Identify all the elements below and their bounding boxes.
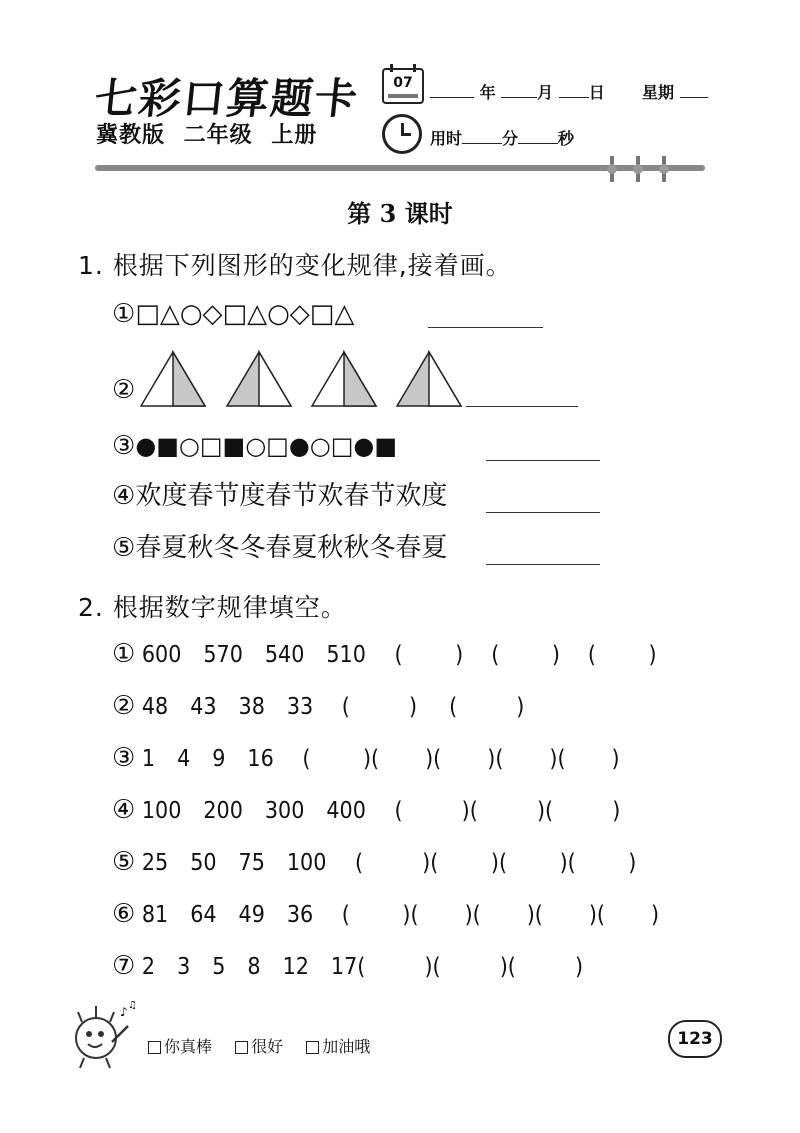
q2-row-4-marker: ④ bbox=[112, 795, 136, 825]
answer-blank[interactable]: ( ) bbox=[534, 902, 597, 928]
q2-row-2-number: 43 bbox=[190, 694, 217, 720]
q1-row-3-answer-line[interactable] bbox=[486, 460, 600, 461]
weekday-blank[interactable] bbox=[680, 81, 708, 98]
calendar-icon bbox=[382, 68, 424, 104]
time-used-label: 用时 bbox=[430, 129, 463, 148]
year-label: 年 bbox=[479, 83, 496, 102]
q2-row-2-number: 38 bbox=[238, 694, 265, 720]
calendar-icon-number: 07 bbox=[393, 75, 413, 91]
answer-blank[interactable]: ( ) bbox=[394, 642, 464, 668]
answer-blank[interactable]: ( ) bbox=[354, 850, 431, 876]
second-blank[interactable] bbox=[518, 127, 558, 144]
answer-blank[interactable]: ( ) bbox=[472, 902, 535, 928]
q2-row-5-number: 25 bbox=[141, 850, 169, 876]
answer-blank[interactable]: ( ) bbox=[567, 850, 637, 876]
time-fields bbox=[430, 126, 574, 149]
minute-label: 分 bbox=[502, 129, 519, 148]
month-blank[interactable] bbox=[501, 81, 537, 98]
q2-row-4-number: 100 bbox=[141, 798, 182, 824]
q2-row-3 bbox=[112, 740, 620, 776]
answer-blank[interactable]: ( ) bbox=[596, 902, 660, 928]
self-rating bbox=[148, 1034, 388, 1057]
rating-option-great[interactable] bbox=[148, 1037, 212, 1056]
answer-blank[interactable]: ( ) bbox=[371, 746, 434, 772]
q2-row-6-number: 81 bbox=[141, 902, 169, 928]
answer-blank[interactable]: ( ) bbox=[410, 902, 473, 928]
answer-blank[interactable]: ( ) bbox=[430, 850, 499, 876]
q1-row-2-answer-line[interactable] bbox=[466, 406, 578, 407]
q2-row-7-number: 12 bbox=[282, 954, 309, 980]
date-fields bbox=[430, 80, 708, 103]
lesson-title: 第 3 课时 bbox=[347, 199, 453, 228]
answer-blank[interactable]: ( ) bbox=[341, 902, 411, 928]
rating-label: 加油哦 bbox=[322, 1037, 371, 1056]
q2-row-6-number: 64 bbox=[190, 902, 217, 928]
q2-row-7-number: 2 bbox=[141, 954, 156, 980]
rating-option-good[interactable] bbox=[235, 1037, 283, 1056]
q2-row-2-marker: ② bbox=[112, 691, 136, 721]
rating-label: 你真棒 bbox=[164, 1037, 213, 1056]
q1-row-4-marker: ④ bbox=[112, 481, 136, 511]
q2-row-1-marker: ① bbox=[112, 639, 136, 669]
q1-row-4-answer-line[interactable] bbox=[486, 512, 600, 513]
q2-row-3-number: 1 bbox=[141, 746, 156, 772]
q1-row-2-triangles bbox=[140, 350, 470, 410]
answer-blank[interactable]: ( ) bbox=[341, 694, 418, 720]
clock-icon bbox=[382, 114, 422, 154]
q1-row-3-marker: ③ bbox=[112, 431, 136, 461]
q2-row-3-marker: ③ bbox=[112, 743, 136, 773]
checkbox-icon[interactable] bbox=[306, 1041, 319, 1054]
q2-row-7-number: 5 bbox=[212, 954, 226, 980]
q2-row-1-number: 510 bbox=[326, 642, 366, 668]
q2-row-1-number: 600 bbox=[141, 642, 182, 668]
day-blank[interactable] bbox=[559, 81, 589, 98]
edition-label: 冀教版 二年级 上册 bbox=[96, 123, 318, 148]
q2-row-6 bbox=[112, 896, 659, 932]
svg-text:♪: ♪ bbox=[120, 1005, 128, 1019]
q2-row-4 bbox=[112, 792, 620, 828]
q2-row-5-number: 50 bbox=[190, 850, 217, 876]
checkbox-icon[interactable] bbox=[148, 1041, 161, 1054]
q2-row-7-number: 17 bbox=[330, 954, 358, 980]
q1-row-3-shapes: ●■○□■○□●○□●■ bbox=[135, 432, 398, 460]
brand-title: 七彩口算题卡 bbox=[92, 74, 362, 123]
answer-blank[interactable]: ( ) bbox=[394, 798, 470, 824]
q2-row-4-number: 400 bbox=[326, 798, 366, 824]
q1-row-1-answer-line[interactable] bbox=[428, 327, 543, 328]
q2-row-7-marker: ⑦ bbox=[112, 951, 136, 981]
q2-row-5-number: 100 bbox=[286, 850, 327, 876]
q1-row-4-text: 欢度春节度春节欢春节欢度 bbox=[135, 481, 448, 511]
q2-row-6-number: 36 bbox=[286, 902, 314, 928]
answer-blank[interactable]: ( ) bbox=[545, 798, 621, 824]
q1-row-3 bbox=[112, 428, 397, 464]
q2-row-2 bbox=[112, 688, 524, 724]
answer-blank[interactable]: ( ) bbox=[469, 798, 546, 824]
q2-row-5-number: 75 bbox=[238, 850, 265, 876]
rating-option-keep-going[interactable] bbox=[306, 1037, 370, 1056]
mascot-illustration bbox=[68, 998, 138, 1070]
q2-row-7-number: 8 bbox=[247, 954, 261, 980]
q2-row-1-number: 540 bbox=[264, 642, 305, 668]
q2-row-7 bbox=[112, 948, 583, 984]
q1-row-2 bbox=[112, 372, 135, 408]
answer-blank[interactable]: ( ) bbox=[498, 850, 568, 876]
answer-blank[interactable]: ( ) bbox=[507, 954, 584, 980]
q2-row-5-marker: ⑤ bbox=[112, 847, 136, 877]
q2-row-4-number: 200 bbox=[203, 798, 243, 824]
svg-text:♫: ♫ bbox=[128, 1000, 137, 1011]
minute-blank[interactable] bbox=[462, 127, 502, 144]
q2-row-1-number: 570 bbox=[203, 642, 243, 668]
q2-row-1 bbox=[112, 636, 657, 672]
month-label: 月 bbox=[537, 83, 554, 102]
answer-blank[interactable]: ( ) bbox=[449, 694, 525, 720]
day-label: 日 bbox=[588, 83, 605, 102]
q1-row-4 bbox=[112, 478, 447, 514]
q1-row-1 bbox=[112, 296, 354, 332]
answer-blank[interactable]: ( ) bbox=[432, 954, 508, 980]
answer-blank[interactable]: ( ) bbox=[357, 954, 433, 980]
answer-blank[interactable]: ( ) bbox=[557, 746, 620, 772]
page-number: 123 bbox=[668, 1020, 722, 1058]
q2-row-5 bbox=[112, 844, 636, 880]
triangle-1 bbox=[141, 352, 205, 406]
q2-row-4-number: 300 bbox=[264, 798, 305, 824]
q1-row-5-answer-line[interactable] bbox=[486, 564, 600, 565]
q2-row-7-number: 3 bbox=[177, 954, 191, 980]
triangle-3 bbox=[312, 352, 376, 406]
question-2-title: 2. 根据数字规律填空。 bbox=[78, 593, 347, 622]
q2-row-2-number: 33 bbox=[286, 694, 314, 720]
q1-row-1-marker: ① bbox=[112, 299, 136, 329]
answer-blank[interactable]: ( ) bbox=[587, 642, 657, 668]
weekday-label: 星期 bbox=[641, 83, 674, 102]
q1-row-5 bbox=[112, 530, 447, 566]
q2-row-2-number: 48 bbox=[141, 694, 169, 720]
q2-row-3-number: 16 bbox=[247, 746, 274, 772]
answer-blank[interactable]: ( ) bbox=[495, 746, 558, 772]
q1-row-2-marker: ② bbox=[112, 375, 136, 405]
answer-blank[interactable]: ( ) bbox=[302, 746, 372, 772]
triangle-4 bbox=[397, 352, 461, 406]
q1-row-5-marker: ⑤ bbox=[112, 533, 136, 563]
checkbox-icon[interactable] bbox=[235, 1041, 248, 1054]
second-label: 秒 bbox=[558, 129, 575, 148]
q1-row-1-shapes: □△○◇□△○◇□△ bbox=[135, 299, 355, 329]
q2-row-3-number: 9 bbox=[212, 746, 226, 772]
answer-blank[interactable]: ( ) bbox=[433, 746, 496, 772]
q2-row-6-marker: ⑥ bbox=[112, 899, 136, 929]
year-blank[interactable] bbox=[430, 81, 474, 98]
q1-row-5-text: 春夏秋冬冬春夏秋秋冬春夏 bbox=[135, 533, 448, 563]
triangle-2 bbox=[227, 352, 291, 406]
q2-row-3-number: 4 bbox=[177, 746, 191, 772]
question-1-title: 1. 根据下列图形的变化规律,接着画。 bbox=[78, 251, 512, 280]
answer-blank[interactable]: ( ) bbox=[491, 642, 560, 668]
rating-label: 很好 bbox=[251, 1037, 284, 1056]
q2-row-6-number: 49 bbox=[238, 902, 265, 928]
